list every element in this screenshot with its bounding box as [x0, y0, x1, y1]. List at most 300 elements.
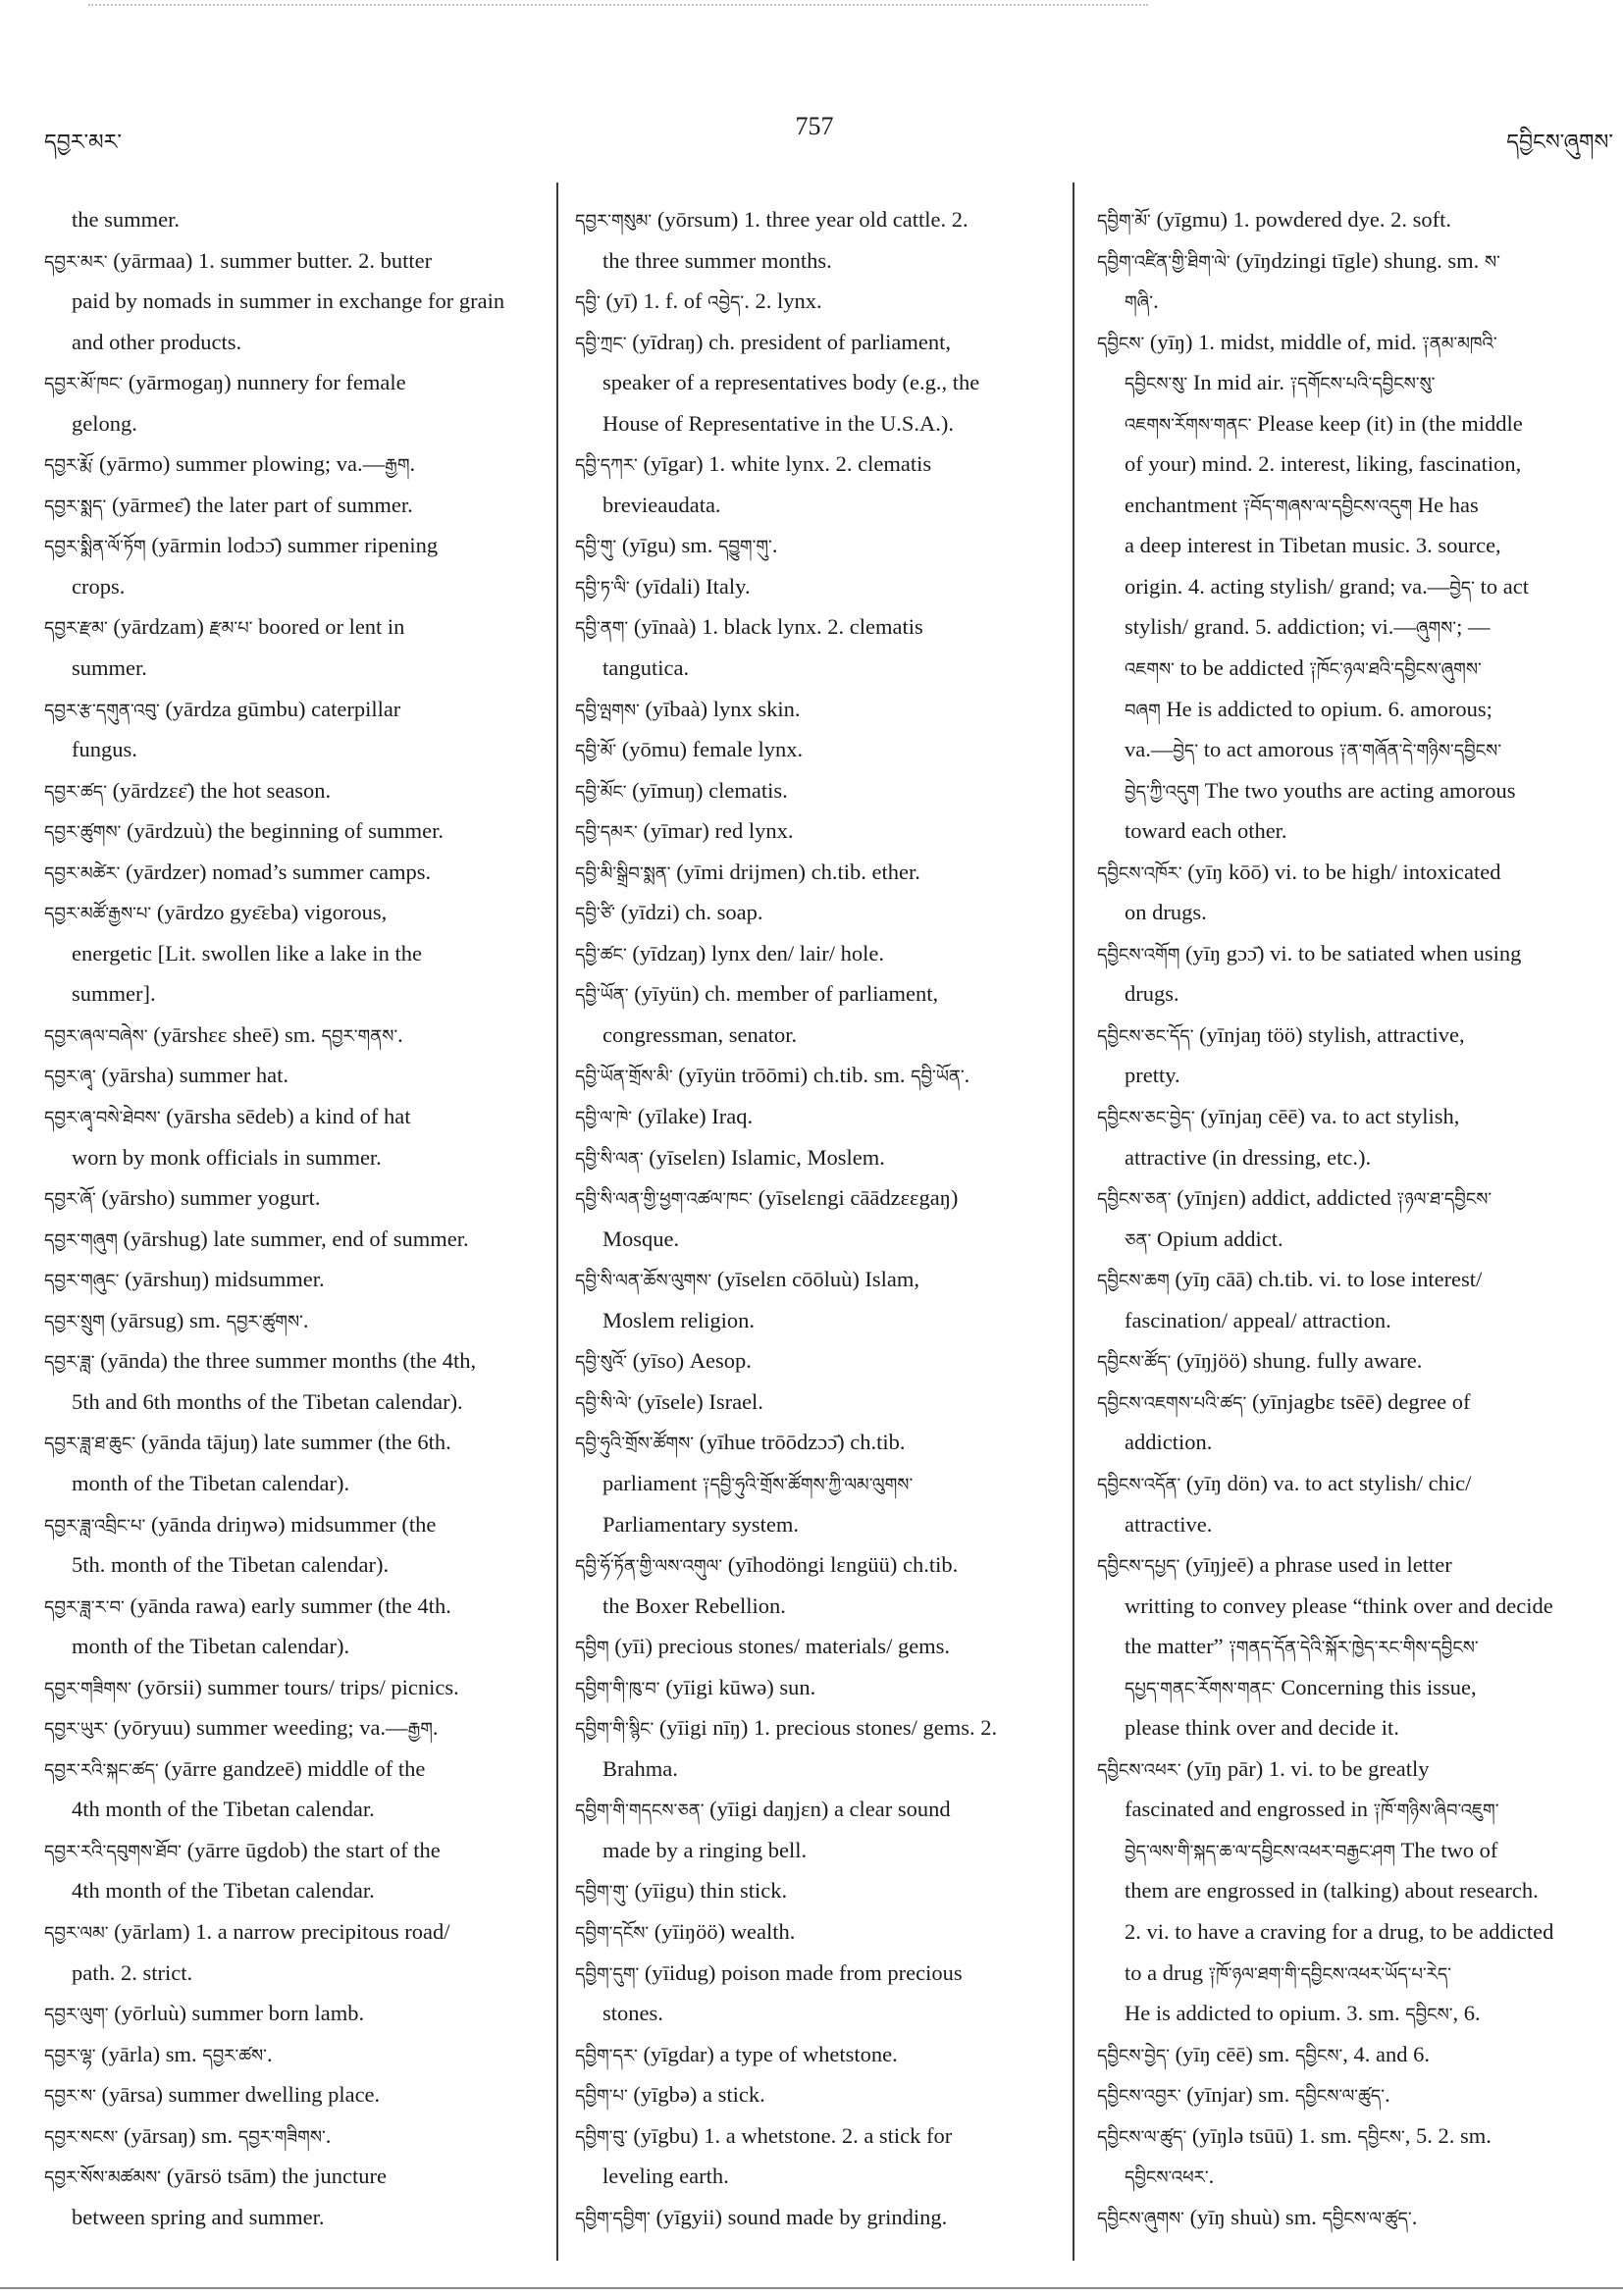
tibetan-text: དབྱིངས་ཚོད་ [1097, 1352, 1172, 1373]
entry-continuation-line: month of the Tibetan calendar). [72, 1634, 350, 1659]
entry-continuation-line: speaker of a representatives body (e.g., the [602, 370, 980, 395]
dictionary-entry [44, 1055, 550, 1096]
dictionary-entry [1097, 1544, 1615, 1748]
entry-headword-line: དབྱར་ཟླ་ར་བ་ (yānda rawa) early summer (the 4th. [44, 1592, 451, 1618]
tibetan-text: ས་ [1484, 251, 1500, 272]
entry-continuation-line: གཞི་. [1125, 288, 1159, 314]
entry-continuation-line: བྱེད་ལས་གི་སྐད་ཆ་ལ་དབྱིངས་འཕར་བརྒྱང་ཤག The two of [1125, 1837, 1498, 1862]
entry-headword-line: དབྱར་ལྷ་ (yārla) sm. དབྱར་ཚས་. [44, 2041, 273, 2066]
tibetan-text: ༑ཉལ་ཐ་དབྱིངས་ [1396, 1189, 1492, 1210]
tibetan-text: དབྱི་དམར་ [575, 822, 638, 843]
tibetan-text: དབྱིངས་བྱེད་ [1097, 2045, 1171, 2065]
entry-headword-line: དབྱི་ཙི་ (yīdzi) ch. soap. [575, 900, 763, 925]
entry-headword-line: དབྱར་ས་ (yārsa) summer dwelling place. [44, 2082, 381, 2108]
dictionary-entry [1097, 240, 1615, 322]
column-divider-right [1073, 183, 1074, 2261]
tibetan-text: བྱེད་ལས་གི་སྐད་ཆ་ལ་དབྱིངས་འཕར་བརྒྱང་ཤག [1125, 1841, 1395, 1861]
tibetan-text: དབྱར་གསུམ་ [575, 211, 653, 231]
tibetan-text: ཅན་ [1125, 1229, 1152, 1250]
entry-headword-line: དབྱར་སྨད་ (yārmeɛ̄) the later part of summer. [44, 492, 413, 517]
tibetan-text: དབྱིངས་ལ་ཚུད་ [1322, 2208, 1412, 2228]
entry-continuation-line: འཇགས་ to be addicted ༑ཁོང་ཉལ་ཐའི་དབྱིངས་ཞུགས་ [1125, 655, 1482, 681]
dictionary-entry [575, 566, 1066, 607]
tibetan-text: དབྱར་གཟིགས་ [237, 2126, 326, 2147]
dictionary-entry [44, 1504, 550, 1586]
entry-continuation-line: toward each other. [1125, 818, 1287, 844]
entry-headword-line: དབྱིག་གི་གདངས་ཅན་ (yīigi daŋjɛn) a clear sound [575, 1797, 951, 1822]
tibetan-text: ༑དབྱི་ཧུའི་གྲོས་ཚོགས་ཀྱི་ལམ་ལུགས་ [702, 1474, 914, 1494]
entry-headword-line: དབྱིག་པ་ (yīgbə) a stick. [575, 2082, 765, 2108]
tibetan-text: དབྱི་ཡོན་ [575, 985, 629, 1006]
tibetan-text: དབྱི་སི་ལེ་ [575, 1392, 632, 1413]
dictionary-entry [44, 810, 550, 852]
entry-continuation-line: stones. [602, 2001, 663, 2026]
tibetan-text: དབྱིངས་འཁོར་ [1097, 862, 1182, 883]
entry-headword-line: དབྱི་ཀྲང་ (yīdraŋ) ch. president of parliament, [575, 329, 951, 354]
entry-headword-line: དབྱར་སྲུག (yārsug) sm. དབྱར་ཚུགས་. [44, 1307, 309, 1332]
dictionary-entry [575, 1096, 1066, 1137]
entry-headword-line: དབྱིག་དར་ (yīgdar) a type of whetstone. [575, 2041, 898, 2066]
entry-continuation-line: crops. [72, 573, 126, 599]
tibetan-text: དབྱར་གཞུག [44, 1229, 118, 1250]
entry-headword-line: དབྱར་རྨོ་ (yārmo) summer plowing; va.—རྒྱག. [44, 451, 416, 477]
entry-continuation-line: between spring and summer. [72, 2204, 325, 2229]
column-middle [575, 199, 1066, 2237]
entry-continuation-line: parliament ༑དབྱི་ཧུའི་གྲོས་ཚོགས་ཀྱི་ལམ་ལུགས་ [602, 1470, 914, 1495]
dictionary-entry [575, 525, 1066, 566]
entry-continuation-line: Parliamentary system. [602, 1511, 799, 1537]
entry-headword-line: དབྱར་ཞྭ་ (yārsha) summer hat. [44, 1063, 288, 1088]
tibetan-text: དབྱི་ཡོན་ [911, 1067, 965, 1087]
tibetan-text: དབྱིངས་འཕར་ [1125, 2167, 1209, 2188]
tibetan-text: དཔྱད་གནང་རོགས་གནང་ [1125, 1678, 1276, 1698]
entry-continuation-line: please think over and decide it. [1125, 1715, 1399, 1741]
entry-headword-line: དབྱིངས་ཅང་བྱེད་ (yīnjaŋ cēē) va. to act stylish, [1097, 1104, 1460, 1129]
entry-headword-line: དབྱར་ཟླ་ (yānda) the three summer months (the 4th, [44, 1348, 477, 1374]
tibetan-text: དབྱིངས་ [1357, 2126, 1405, 2147]
dictionary-entry [44, 689, 550, 770]
entry-continuation-line: བྱེད་ཀྱི་འདུག The two youths are acting amorous [1125, 777, 1516, 803]
tibetan-text: དབྱར་གཟིགས་ [44, 1678, 132, 1698]
entry-continuation-line: tangutica. [602, 655, 690, 681]
entry-headword-line: དབྱི་སི་ལན་གྱི་ཕྱག་འཚལ་ཁང་ (yīselɛngi cāādzɛɛgaŋ) [575, 1185, 959, 1211]
tibetan-text: དབྱི་སི་ལན་ [575, 1148, 644, 1169]
tibetan-text: དབྱིངས་འབྱར་ [1097, 2086, 1181, 2107]
entry-headword-line: དབྱར་རའི་དབུགས་ཐོབ་ (yārre ūgdob) the start of the [44, 1837, 441, 1862]
entry-headword-line: དབྱར་ལམ་ (yārlam) 1. a narrow precipitous road/ [44, 1918, 450, 1944]
dictionary-entry [575, 770, 1066, 811]
tibetan-text: དབྱིངས་ཞུགས་ [1506, 130, 1613, 154]
dictionary-entry [44, 1219, 550, 1260]
dictionary-entry [44, 892, 550, 1015]
tibetan-text: དབྱི་དཀར་ [575, 455, 638, 476]
entry-continuation-line: དབྱིངས་སུ་ In mid air. ༑དགོངས་པའི་དབྱིངས་སུ་ [1125, 370, 1436, 395]
tibetan-text: དབྱར་སོས་མཚམས་ [44, 2167, 162, 2188]
entry-continuation-line: བཞག He is addicted to opium. 6. amorous; [1125, 696, 1492, 721]
entry-headword-line: དབྱི་ཡོན་ (yīyün) ch. member of parliament, [575, 981, 939, 1007]
dictionary-entry [575, 1544, 1066, 1626]
entry-headword-line: དབྱར་སྨིན་ལོ་ཏོག (yārmin lodɔɔ̄) summer ripening [44, 533, 439, 558]
dictionary-entry [575, 1382, 1066, 1423]
tibetan-text: དབྱར་ཚུགས་ [226, 1311, 303, 1331]
entry-continuation-line: attractive (in dressing, etc.). [1125, 1144, 1372, 1170]
dictionary-entry [575, 281, 1066, 322]
dictionary-entry [575, 892, 1066, 933]
entry-continuation-line: 5th. month of the Tibetan calendar). [72, 1552, 390, 1578]
tibetan-text: དབྱིག [575, 1638, 609, 1658]
entry-headword-line: དབྱི་སི་ལན་ (yīselɛn) Islamic, Moslem. [575, 1144, 885, 1170]
entry-continuation-line: Brahma. [602, 1755, 678, 1781]
entry-headword-line: དབྱིངས་ཞུགས་ (yīŋ shuù) sm. དབྱིངས་ལ་ཚུད་. [1097, 2204, 1418, 2229]
dictionary-entry [44, 2115, 550, 2157]
entry-headword-line: དབྱི་མི་སྒྲིབ་སྨན་ (yīmi drijmen) ch.tib. ether. [575, 859, 920, 884]
tibetan-text: དབྱིངས་འགོག [1097, 944, 1180, 965]
dictionary-entry [1097, 852, 1615, 933]
dictionary-entry [44, 240, 550, 363]
dictionary-entry [44, 1177, 550, 1219]
entry-continuation-line: to a drug ༑ཁོ་ཉལ་ཐག་གི་དབྱིངས་འཕར་ཡོད་པ་རེད་ [1125, 1959, 1452, 1985]
tibetan-text: དབྱིངས་འདོན་ [1097, 1474, 1181, 1494]
dictionary-entry [1097, 1748, 1615, 2034]
tibetan-text: འཇགས་རོགས་གནང་ [1125, 414, 1252, 435]
tibetan-text: དབྱི་ཀྲང་ [575, 333, 627, 353]
entry-continuation-line: a deep interest in Tibetan music. 3. source, [1125, 533, 1501, 558]
tibetan-text: རྫམ་པ་ [209, 618, 253, 639]
dictionary-entry [575, 1911, 1066, 1953]
tibetan-text: དབྱར་ཟླ་ [44, 1352, 95, 1373]
entry-continuation-line: fascinated and engrossed in ༑ཁོ་གཉིས་ཞིབ་འཇུག་ [1125, 1797, 1499, 1822]
entry-headword-line: དབྱར་མར་ (yārmaa) 1. summer butter. 2. butter [44, 247, 433, 273]
dictionary-entry [575, 1055, 1066, 1096]
entry-headword-line: དབྱར་ཞོ་ (yārsho) summer yogurt. [44, 1185, 321, 1211]
entry-headword-line: དབྱི་སི་ལན་ཆོས་ལུགས་ (yīselɛn cōōluù) Islam, [575, 1267, 920, 1292]
dictionary-entry [1097, 1463, 1615, 1544]
entry-headword-line: དབྱི་ནག་ (yīnaà) 1. black lynx. 2. clematis [575, 614, 923, 640]
dictionary-entry [575, 1422, 1066, 1544]
tibetan-text: དབྱི་སུའོ་ [575, 1352, 628, 1373]
tibetan-text: དབྱར་རའི་སྐང་ཚད་ [44, 1759, 159, 1780]
tibetan-text: གཞི་ [1125, 292, 1154, 313]
tibetan-text: དབྱི་སི་ལན་གྱི་ཕྱག་འཚལ་ཁང་ [575, 1189, 753, 1210]
entry-headword-line: དབྱིག་གུ་ (yīigu) thin stick. [575, 1878, 788, 1904]
entry-continuation-line: 4th month of the Tibetan calendar. [72, 1797, 375, 1822]
tibetan-text: བཞག [1125, 700, 1161, 720]
tibetan-text: དབྱར་མར་ [44, 130, 122, 154]
entry-continuation-line: worn by monk officials in summer. [72, 1144, 382, 1170]
tibetan-text: དབྱར་གཞུང་ [44, 1271, 120, 1291]
dictionary-entry [575, 322, 1066, 444]
column-divider-left [556, 183, 558, 2261]
entry-continuation-line: congressman, senator. [602, 1021, 798, 1047]
entry-continuation-line: on drugs. [1125, 900, 1207, 925]
tibetan-text: དབྱིངས་ [1294, 2045, 1343, 2065]
dictionary-entry [1097, 1177, 1615, 1259]
tibetan-text: དབྱི་ལྤགས་ [575, 700, 640, 720]
tibetan-text: དབྱར་ས་ [44, 2086, 96, 2107]
entry-headword-line: དབྱར་གཞུང་ (yārshuŋ) midsummer. [44, 1267, 325, 1292]
entry-headword-line: དབྱིག་གི་ཁུ་བ་ (yīigi kūwə) sun. [575, 1674, 816, 1699]
dictionary-entry [44, 485, 550, 526]
dictionary-entry [44, 1911, 550, 1993]
tibetan-text: དབྱིངས་ལ་ཚུད་ [1294, 2086, 1386, 2107]
dictionary-entry [575, 199, 1066, 281]
dictionary-entry [575, 1707, 1066, 1789]
tibetan-text: དབྱི་མི་སྒྲིབ་སྨན་ [575, 862, 671, 883]
tibetan-text: ༑ཁོ་གཉིས་ཞིབ་འཇུག་ [1373, 1800, 1499, 1821]
tibetan-text: དབྱིངས་འཇགས་པའི་ཚད་ [1097, 1392, 1247, 1413]
entry-continuation-line: He is addicted to opium. 3. sm. དབྱིངས་, 6. [1125, 2001, 1481, 2026]
entry-continuation-line: drugs. [1125, 981, 1179, 1007]
entry-continuation-line: addiction. [1125, 1430, 1213, 1455]
tibetan-text: དབྱིངས་སུ་ [1125, 374, 1188, 394]
entry-headword-line: དབྱི་དཀར་ (yīgar) 1. white lynx. 2. clematis [575, 451, 932, 477]
tibetan-text: དབྱར་སྨད་ [44, 496, 107, 516]
tibetan-text: དབྱར་ཟླ་ར་བ་ [44, 1596, 125, 1617]
dictionary-entry [575, 1177, 1066, 1259]
dictionary-entry [1097, 2034, 1615, 2075]
dictionary-entry [44, 1259, 550, 1300]
dictionary-entry [1097, 2074, 1615, 2115]
entry-headword-line: དབྱར་ལུག་ (yōrluù) summer born lamb. [44, 2001, 365, 2026]
entry-headword-line: དབྱི་ལ་ཁེ་ (yīlake) Iraq. [575, 1104, 754, 1129]
dictionary-entry [44, 1586, 550, 1667]
tibetan-text: དབྱར་སངས་ [44, 2126, 119, 2147]
tibetan-text: དབྱར་ལུག་ [44, 2005, 109, 2025]
dictionary-entry [44, 1830, 550, 1911]
tibetan-text: རྒྱག [385, 455, 410, 476]
dictionary-entry [575, 1789, 1066, 1870]
entry-headword-line: དབྱིག་འཛིན་གྱི་ཐིག་ལེ་ (yīŋdzingi tīgle) shung. sm. ས་ [1097, 247, 1500, 273]
entry-continuation-line: origin. 4. acting stylish/ grand; va.—བྱེད་ to act [1125, 573, 1529, 599]
tibetan-text: ༑ནམ་མཁའི་ [1422, 333, 1497, 353]
dictionary-entry [44, 1422, 550, 1503]
entry-headword-line: དབྱི་གུ་ (yīgu) sm. དབྱུག་གུ་. [575, 533, 778, 558]
dictionary-entry [575, 852, 1066, 893]
entry-headword-line: དབྱར་མཚོ་རྒྱས་པ་ (yārdzo gyɛ̄ɛba) vigorous, [44, 900, 388, 925]
entry-continuation-line: va.—བྱེད་ to act amorous ༑ན་གཞོན་དེ་གཉིས་དབྱིངས་ [1125, 737, 1501, 762]
entry-headword-line: དབྱིག་དུག་ (yīidug) poison made from precious [575, 1959, 963, 1985]
tibetan-text: དབྱར་ཞྭ་བསེ་ཐེབས་ [44, 1108, 161, 1128]
entry-headword-line: དབྱི་ཡོན་གྲོས་མི་ (yīyün trōōmi) ch.tib. sm. དབྱི་ཡོན་. [575, 1063, 970, 1088]
entry-continuation-line: the Boxer Rebellion. [602, 1592, 786, 1618]
tibetan-text: བྱེད་ [1173, 741, 1199, 761]
tibetan-text: དབྱི་ [575, 292, 601, 313]
tibetan-text: དབྱིག་པ་ [575, 2086, 628, 2107]
entry-continuation-line: month of the Tibetan calendar). [72, 1470, 350, 1495]
dictionary-entry [44, 1096, 550, 1177]
dictionary-entry [575, 1259, 1066, 1340]
tibetan-text: དབྱར་ཚས་ [202, 2045, 267, 2065]
page-number: 757 [795, 112, 834, 140]
dictionary-entry [44, 1748, 550, 1830]
tibetan-text: དབྱིངས་ཆག [1097, 1271, 1170, 1291]
entry-headword-line: དབྱར་མོ་ཁང་ (yārmogaŋ) nunnery for female [44, 370, 406, 395]
tibetan-text: དབྱིངས་འཕར་ [1097, 1759, 1181, 1780]
dictionary-entry [575, 2034, 1066, 2075]
entry-headword-line: དབྱིག་དབྱིག་ (yīgyii) sound made by grinding. [575, 2204, 948, 2229]
dictionary-entry [44, 2074, 550, 2115]
tibetan-text: དབྱི་ཚང་ [575, 944, 627, 965]
dictionary-entry [575, 689, 1066, 730]
tibetan-text: དབྱར་རྩ་དགུན་འབུ་ [44, 700, 160, 720]
dictionary-entry [575, 2115, 1066, 2197]
dictionary-entry [1097, 1015, 1615, 1096]
dictionary-entry [1097, 322, 1615, 852]
tibetan-text: ༑བོད་གཞས་ལ་དབྱིངས་འདུག [1242, 496, 1413, 516]
tibetan-text: དབྱི་གུ་ [575, 537, 617, 557]
tibetan-text: དབྱིག་གི་སྙིང་ [575, 1719, 654, 1740]
entry-headword-line: དབྱིངས་བྱེད་ (yīŋ cēē) sm. དབྱིངས་, 4. and 6. [1097, 2041, 1431, 2066]
tibetan-text: དབྱིངས་ [1405, 2005, 1453, 2025]
entry-headword-line: དབྱིག་བུ་ (yīgbu) 1. a whetstone. 2. a stick for [575, 2122, 953, 2148]
tibetan-text: དབྱིངས་ཅང་དོད་ [1097, 1025, 1194, 1046]
entry-continuation-line: Moslem religion. [602, 1307, 755, 1332]
entry-continuation-line: Mosque. [602, 1226, 680, 1251]
tibetan-text: དབྱར་གནས་ [321, 1025, 398, 1046]
entry-continuation-line: leveling earth. [602, 2164, 729, 2189]
entry-continuation-line: brevieaudata. [602, 492, 721, 517]
entry-headword-line: དབྱར་ཚུགས་ (yārdzuù) the beginning of summer. [44, 818, 445, 844]
dictionary-entry [44, 606, 550, 688]
entry-headword-line: དབྱར་རྩ་དགུན་འབུ་ (yārdza gūmbu) caterpillar [44, 696, 401, 721]
dictionary-entry [44, 362, 550, 444]
tibetan-text: དབྱར་ཟླ་འབྲིང་པ་ [44, 1515, 146, 1536]
tibetan-text: དབྱར་ལྷ་ [44, 2045, 96, 2065]
entry-headword-line: དབྱར་གཞུག (yārshug) late summer, end of summer. [44, 1226, 469, 1251]
entry-headword-line: དབྱིངས་འབྱར་ (yīnjar) sm. དབྱིངས་ལ་ཚུད་. [1097, 2082, 1390, 2108]
dictionary-entry [44, 525, 550, 606]
tibetan-text: དབྱིག་དར་ [575, 2045, 638, 2065]
entry-headword-line: དབྱི་སི་ལེ་ (yīsele) Israel. [575, 1388, 763, 1414]
entry-continuation-line: དཔྱད་གནང་རོགས་གནང་ Concerning this issue, [1125, 1674, 1477, 1699]
tibetan-text: དབྱར་ལམ་ [44, 1922, 109, 1943]
dictionary-entry [44, 1667, 550, 1708]
dictionary-entry [44, 444, 550, 485]
entry-continuation-line: 2. vi. to have a craving for a drug, to be addicted [1125, 1918, 1554, 1944]
entry-headword-line: དབྱིངས་ཅང་དོད་ (yīnjaŋ töö) stylish, attractive, [1097, 1021, 1465, 1047]
entry-headword-line: དབྱར་ཚད་ (yārdzɛɛ̄) the hot season. [44, 777, 332, 803]
entry-headword-line: དབྱི་མོ་ (yōmu) female lynx. [575, 737, 804, 762]
entry-headword-line: དབྱི་ཧོ་ཏོན་གྱི་ལས་འགུལ་ (yīhodöngi lɛngüü) ch.tib. [575, 1552, 959, 1578]
tibetan-text: ༑ན་གཞོན་དེ་གཉིས་དབྱིངས་ [1338, 741, 1501, 761]
entry-headword-line: དབྱི་སུའོ་ (yīso) Aesop. [575, 1348, 752, 1374]
tibetan-text: དབྱར་ཚུགས་ [44, 822, 122, 843]
tibetan-text: དབྱིག་དུག་ [575, 1963, 640, 1984]
tibetan-text: ༑ཁོང་ཉལ་ཐའི་དབྱིངས་ཞུགས་ [1309, 659, 1482, 680]
tibetan-text: དབྱར་སྨིན་ལོ་ཏོག [44, 537, 146, 557]
tibetan-text: དབྱར་མཚོ་རྒྱས་པ་ [44, 904, 152, 924]
entry-headword-line: དབྱིངས་འགོག (yīŋ gɔɔ̄) vi. to be satiated when using [1097, 940, 1522, 965]
entry-headword-line: དབྱི་ཏ་ལི་ (yīdali) Italy. [575, 573, 751, 599]
tibetan-text: དབྱིངས་ཞུགས་ [1097, 2208, 1184, 2228]
tibetan-text: དབྱར་རྫམ་ [44, 618, 108, 639]
dictionary-entry [575, 1340, 1066, 1382]
dictionary-entry [575, 933, 1066, 974]
dictionary-entry [44, 2034, 550, 2075]
entry-headword-line: དབྱིངས་འཁོར་ (yīŋ kōō) vi. to be high/ intoxicated [1097, 859, 1501, 884]
tibetan-text: བྱེད་ཀྱི་འདུག [1125, 781, 1200, 802]
entry-continuation-line: stylish/ grand. 5. addiction; vi.—ཞུགས་; — [1125, 614, 1491, 640]
column-right [1097, 199, 1615, 2237]
entry-headword-line: དབྱི་ (yī) 1. f. of འབྱེད་. 2. lynx. [575, 288, 822, 314]
tibetan-text: ༑ཁོ་ཉལ་ཐག་གི་དབྱིངས་འཕར་ཡོད་པ་རེད་ [1208, 1963, 1452, 1984]
entry-continuation-line: འཇགས་རོགས་གནང་ Please keep (it) in (the middle [1125, 410, 1523, 436]
entry-continuation-line: the summer. [72, 207, 180, 232]
entry-continuation-line: 4th month of the Tibetan calendar. [72, 1878, 375, 1904]
entry-continuation-line: attractive. [1125, 1511, 1213, 1537]
entry-headword-line: དབྱིངས་ཚོད་ (yīŋjöö) shung. fully aware. [1097, 1348, 1423, 1374]
entry-continuation-line: དབྱིངས་འཕར་. [1125, 2164, 1215, 2189]
tibetan-text: འབྱེད་ [707, 292, 745, 313]
tibetan-text: དབྱི་ནག་ [575, 618, 629, 639]
entry-continuation-line: pretty. [1125, 1063, 1180, 1088]
tibetan-text: དབྱར་ཞོ་ [44, 1189, 96, 1210]
entry-continuation-line: energetic [Lit. swollen like a lake in the [72, 940, 422, 965]
entry-headword-line: དབྱར་ཡུར་ (yōryuu) summer weeding; va.—རྒྱག. [44, 1715, 439, 1741]
dictionary-entry [575, 729, 1066, 770]
tibetan-text: དབྱི་སི་ལན་ཆོས་ལུགས་ [575, 1271, 712, 1291]
entry-continuation-line: them are engrossed in (talking) about research. [1125, 1878, 1539, 1904]
dictionary-entry [1097, 1340, 1615, 1382]
tibetan-text: དབྱར་ཞལ་བཞེས་ [44, 1025, 148, 1046]
entry-continuation-line: fungus. [72, 737, 137, 762]
tibetan-text: དབྱིག་གི་གདངས་ཅན་ [575, 1800, 705, 1821]
tibetan-text: དབྱིངས་དཔྱད་ [1097, 1556, 1180, 1577]
entry-continuation-line: 5th and 6th months of the Tibetan calendar). [72, 1388, 463, 1414]
dictionary-entry [575, 606, 1066, 688]
tibetan-text: དབྱར་ཡུར་ [44, 1719, 108, 1740]
dictionary-entry [1097, 933, 1615, 1015]
entry-continuation-line: the three summer months. [602, 247, 832, 273]
entry-continuation-line: summer. [72, 655, 147, 681]
dictionary-entry [1097, 1259, 1615, 1340]
tibetan-text: དབྱིངས་ཅན་ [1097, 1189, 1172, 1210]
tibetan-text: དབྱར་མཚེར་ [44, 862, 121, 883]
tibetan-text: དབྱིག་མོ་ [1097, 211, 1151, 231]
tibetan-text: དབྱི་མོ་ [575, 741, 617, 761]
tibetan-text: དབྱར་ཞྭ་ [44, 1067, 96, 1087]
entry-continuation-line: ཅན་ Opium addict. [1125, 1226, 1283, 1251]
dictionary-entry [1097, 1096, 1615, 1177]
tibetan-text: ༑གནད་དོན་དེའི་སྐོར་ཁྱེད་རང་གིས་དབྱིངས་ [1229, 1638, 1479, 1658]
entry-headword-line: དབྱར་རྫམ་ (yārdzam) རྫམ་པ་ boored or lent in [44, 614, 405, 640]
entry-headword-line: དབྱར་གཟིགས་ (yōrsii) summer tours/ trips/ picnics. [44, 1674, 459, 1699]
tibetan-text: དབྱར་ཚད་ [44, 781, 107, 802]
dictionary-entry [44, 1340, 550, 1422]
tibetan-text: དབྱིངས་ལ་ཚུད་ [1097, 2126, 1187, 2147]
entry-headword-line: དབྱིངས་ཅན་ (yīnjɛn) addict, addicted ༑ཉལ་ཐ་དབྱིངས་ [1097, 1185, 1492, 1211]
tibetan-text: དབྱུག་གུ་ [717, 537, 772, 557]
dictionary-entry [44, 1707, 550, 1748]
entry-headword-line: དབྱིངས་ (yīŋ) 1. midst, middle of, mid. ༑ནམ་མཁའི་ [1097, 329, 1497, 354]
entry-headword-line: དབྱར་སངས་ (yārsaŋ) sm. དབྱར་གཟིགས་. [44, 2122, 332, 2148]
dictionary-entry [575, 1667, 1066, 1708]
tibetan-text: ༑དགོངས་པའི་དབྱིངས་སུ་ [1289, 374, 1436, 394]
entry-headword-line: དབྱིག་མོ་ (yīgmu) 1. powdered dye. 2. soft. [1097, 207, 1452, 232]
dictionary-entry [575, 444, 1066, 525]
tibetan-text: འཇགས་ [1125, 659, 1175, 680]
entry-continuation-line: fascination/ appeal/ attraction. [1125, 1307, 1391, 1332]
entry-headword-line: དབྱིག (yīi) precious stones/ materials/ gems. [575, 1634, 951, 1659]
tibetan-text: དབྱིག་འཛིན་གྱི་ཐིག་ལེ་ [1097, 251, 1230, 272]
tibetan-text: དབྱར་མར་ [44, 251, 108, 272]
tibetan-text: དབྱིངས་ཅང་བྱེད་ [1097, 1108, 1195, 1128]
entry-continuation-line: summer]. [72, 981, 156, 1007]
tibetan-text: དབྱི་མོང་ [575, 781, 627, 802]
entry-continuation-line: writting to convey please “think over and decide [1125, 1592, 1553, 1618]
entry-continuation-line: House of Representative in the U.S.A.). [602, 410, 955, 436]
tibetan-text: ཞུགས་ [1415, 618, 1457, 639]
